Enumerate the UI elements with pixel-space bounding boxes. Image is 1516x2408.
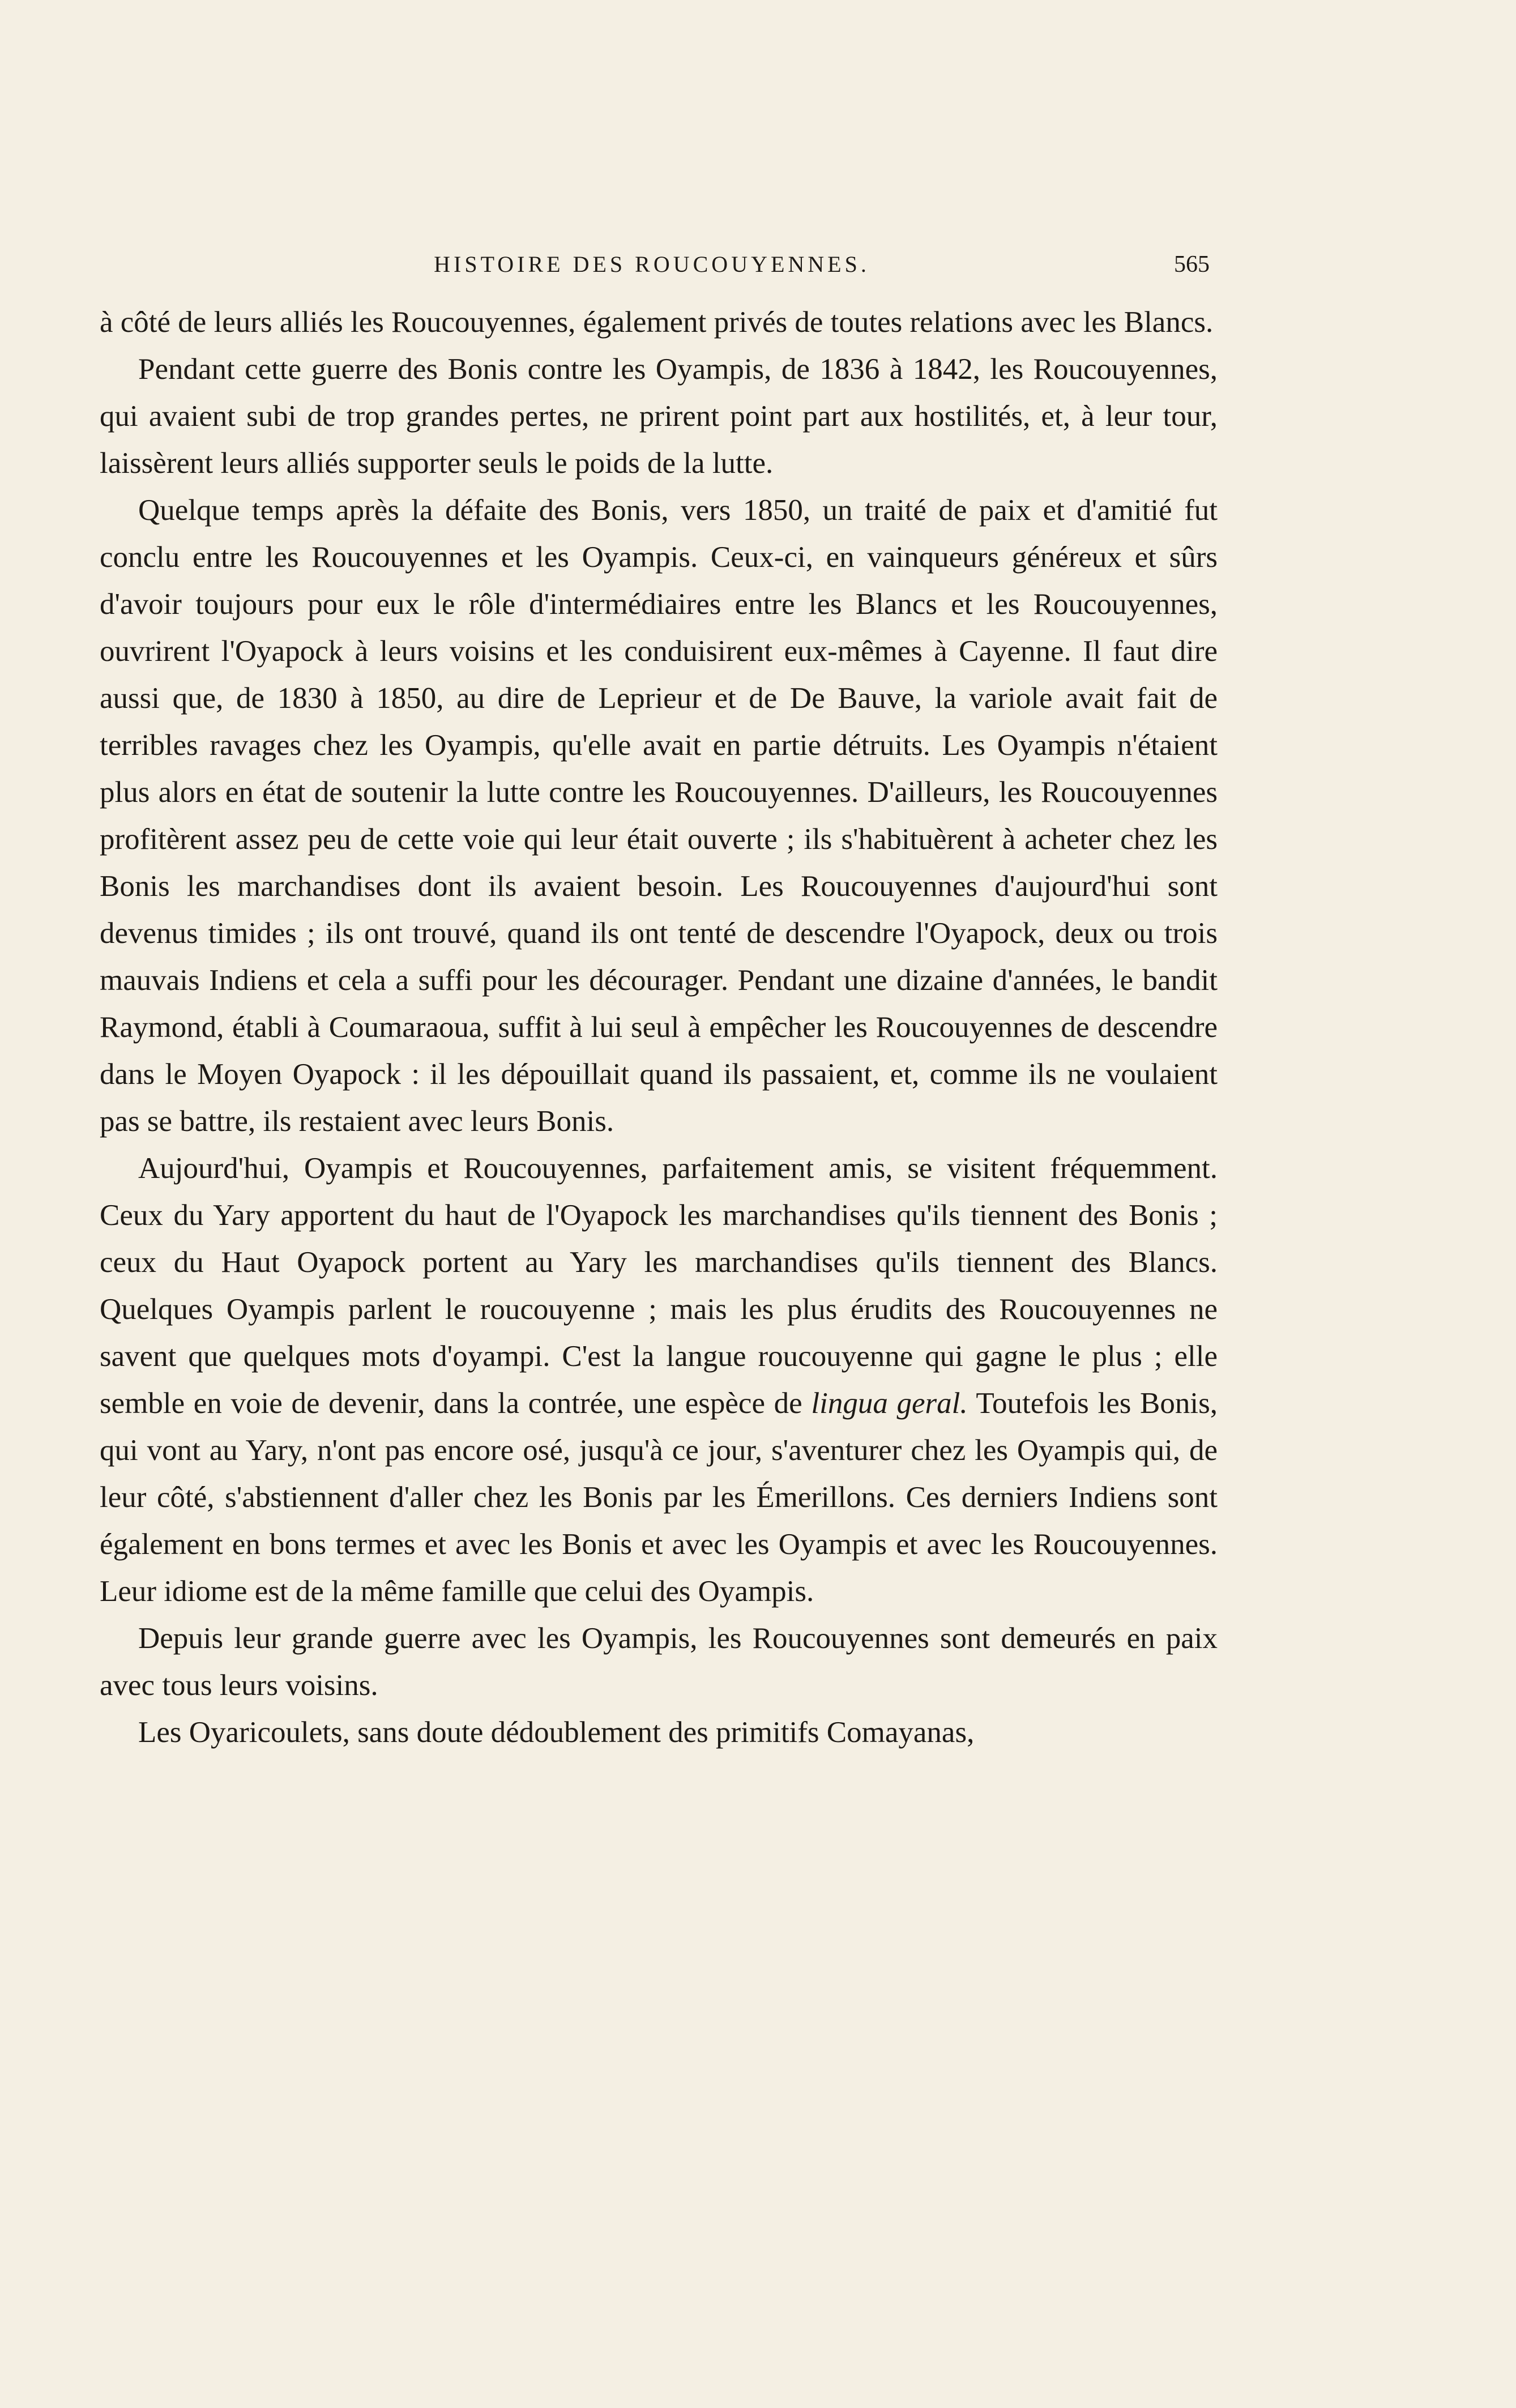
paragraph-text: Aujourd'hui, Oyampis et Roucouyennes, parfaitement amis, se visitent fréquemment. Ceux du Yary apportent du haut de l'Oyapock les marchandises qu'ils tiennent des Bonis ; ceux du Haut Oyapock portent au Yary les marchandises qu'ils tiennent des Blancs. Quelques Oyampis parlent le roucouyenne ; mais les plus érudits des Roucouyennes ne savent que quelques mots d'oyampi. C'est la langue roucouyenne qui gagne le plus ; elle semble en voie de devenir, dans la contrée, une espèce de bbox=[100, 1152, 1218, 1420]
paragraph-text: à côté de leurs alliés les Roucouyennes, également privés de toutes relations avec les Blancs. bbox=[100, 306, 1214, 339]
paragraph bbox=[100, 1709, 1218, 1756]
paragraph-text: Pendant cette guerre des Bonis contre les Oyampis, de 1836 à 1842, les Roucouyennes, qui avaient subi de trop grandes pertes, ne prirent point part aux hostilités, et, à leur tour, laissèrent leurs alliés supporter seuls le poids de la lutte. bbox=[100, 353, 1218, 480]
paragraph-text: Les Oyaricoulets, sans doute dédoublement des primitifs Comayanas, bbox=[138, 1716, 975, 1749]
paragraph bbox=[100, 487, 1218, 1145]
paragraph-text: Toutefois les Bonis, qui vont au Yary, n'ont pas encore osé, jusqu'à ce jour, s'aventurer chez les Oyampis qui, de leur côté, s'abstiennent d'aller chez les Bonis par les Émerillons. Ces derniers Indiens sont également en bons termes et avec les Bonis et avec les Oyampis et avec les Roucouyennes. Leur idiome est de la même famille que celui des Oyampis. bbox=[100, 1387, 1218, 1608]
paragraph bbox=[100, 1145, 1218, 1615]
paragraph-text: Quelque temps après la défaite des Bonis, vers 1850, un traité de paix et d'amitié fut conclu entre les Roucouyennes et les Oyampis. Ceux-ci, en vainqueurs généreux et sûrs d'avoir toujours pour eux le rôle d'intermédiaires entre les Blancs et les Roucouyennes, ouvrirent l'Oyapock à leurs voisins et les conduisirent eux-mêmes à Cayenne. Il faut dire aussi que, de 1830 à 1850, au dire de Leprieur et de De Bauve, la variole avait fait de terribles ravages chez les Oyampis, qu'elle avait en partie détruits. Les Oyampis n'étaient plus alors en état de soutenir la lutte contre les Roucouyennes. D'ailleurs, les Roucouyennes profitèrent assez peu de cette voie qui leur était ouverte ; ils s'habituèrent à acheter chez les Bonis les marchandises dont ils avaient besoin. Les Roucouyennes d'aujourd'hui sont devenus timides ; ils ont trouvé, quand ils ont tenté de descendre l'Oyapock, deux ou trois mauvais Indiens et cela a suffi pour les décourager. Pendant une dizaine d'années, le bandit Raymond, établi à Coumaraoua, suffit à lui seul à empêcher les Roucouyennes de descendre dans le Moyen Oyapock : il les dépouillait quand ils passaient, et, comme ils ne voulaient pas se battre, ils restaient avec leurs Bonis. bbox=[100, 494, 1218, 1138]
page-number: 565 bbox=[1174, 251, 1210, 277]
italic-term: lingua geral. bbox=[811, 1387, 968, 1420]
paragraph bbox=[100, 346, 1218, 487]
paragraph bbox=[100, 1615, 1218, 1709]
running-title: HISTOIRE DES ROUCOUYENNES. bbox=[434, 251, 870, 277]
running-head bbox=[100, 245, 1210, 284]
paragraph bbox=[100, 299, 1218, 346]
body-text bbox=[100, 299, 1218, 1756]
paragraph-text: Depuis leur grande guerre avec les Oyampis, les Roucouyennes sont demeurés en paix avec tous leurs voisins. bbox=[100, 1622, 1218, 1702]
